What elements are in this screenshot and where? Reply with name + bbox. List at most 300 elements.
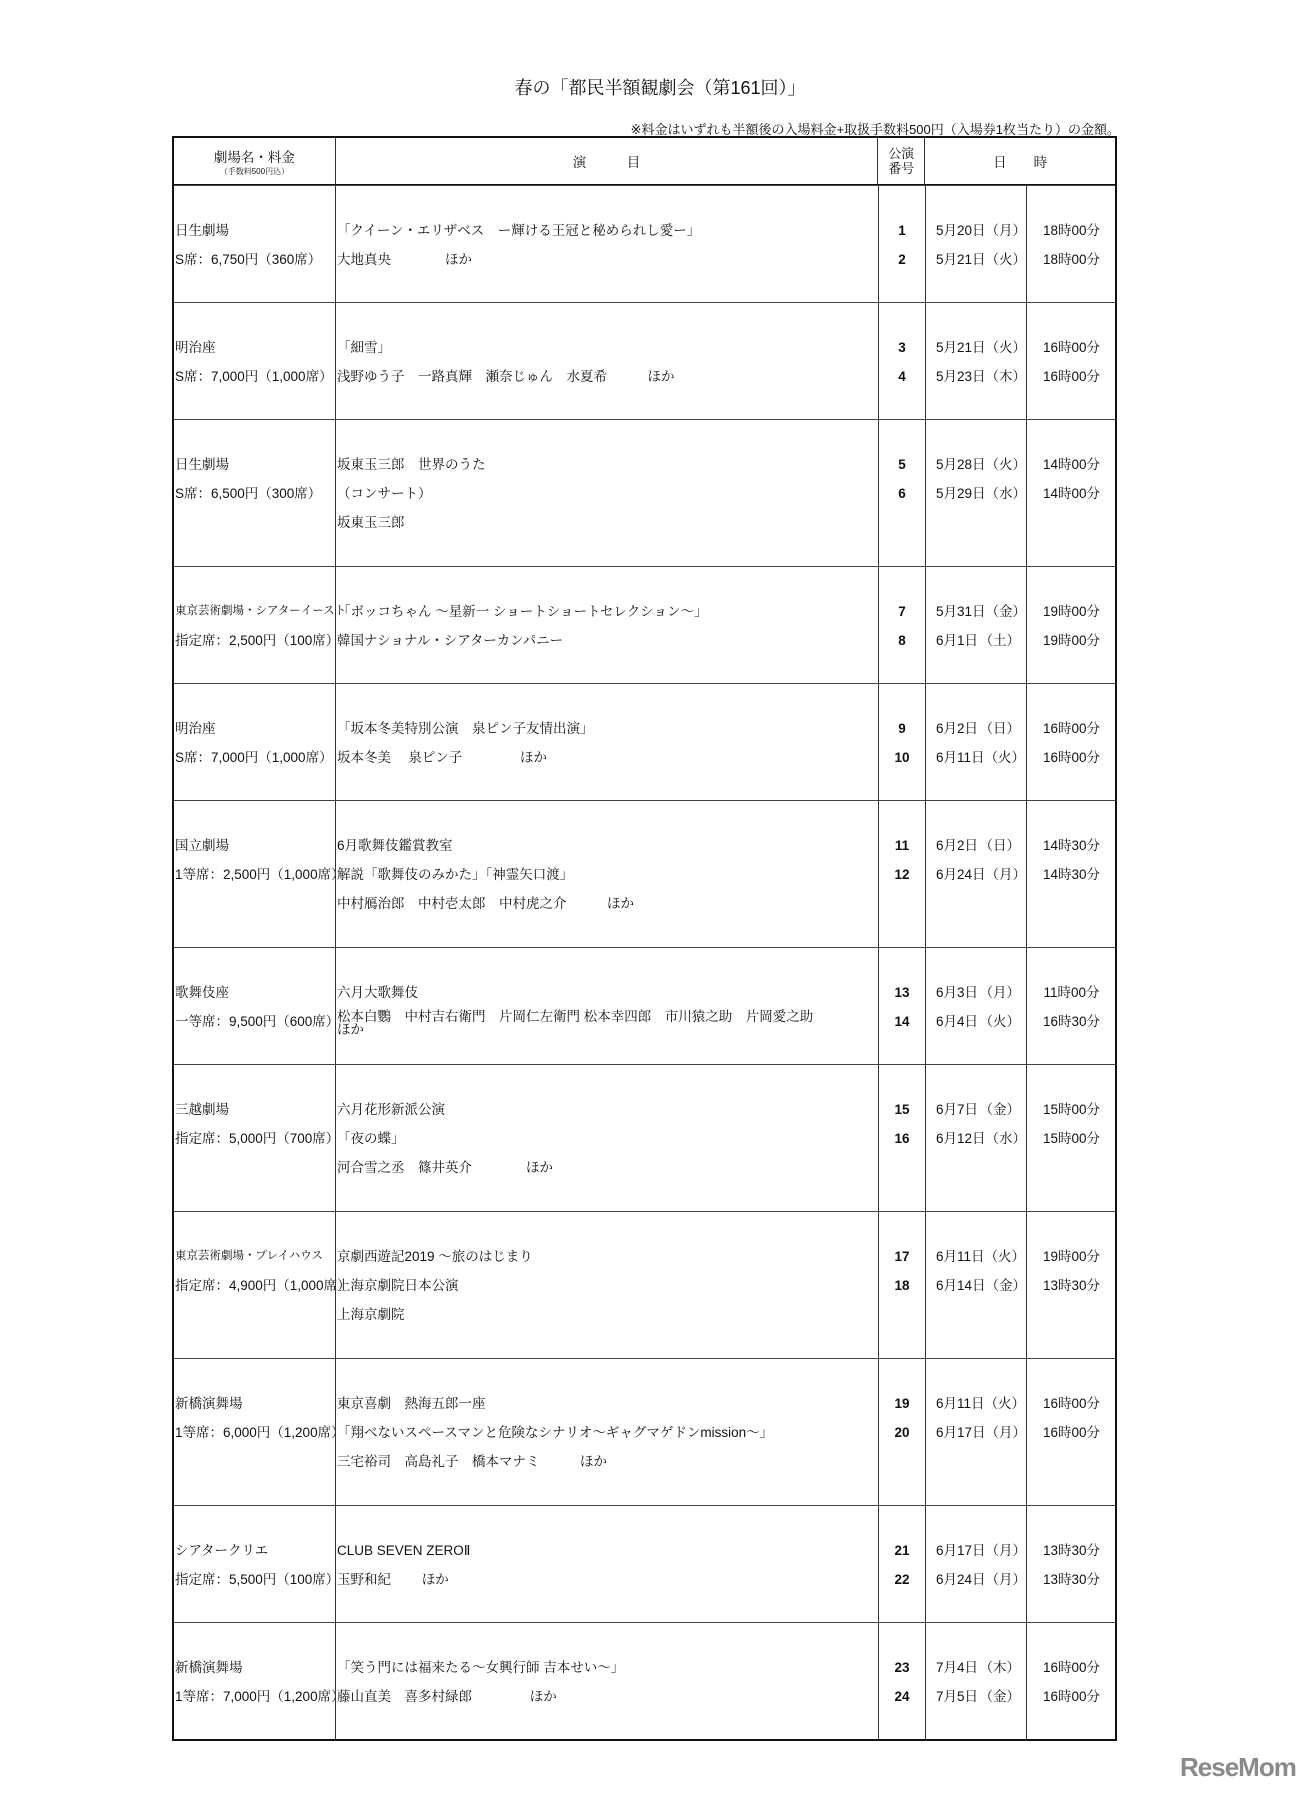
venue-cell xyxy=(174,420,335,566)
show-time: 19時00分 xyxy=(1042,604,1101,619)
date-content xyxy=(926,684,1026,772)
show-date xyxy=(926,1653,1026,1682)
show-date-day: 6月24日 xyxy=(936,1572,986,1587)
show-time: 16時00分 xyxy=(1042,750,1101,765)
show-number: 15 xyxy=(894,1102,910,1117)
show-number-content xyxy=(879,303,925,391)
show-date xyxy=(926,860,1026,889)
show-date-day: 6月2日 xyxy=(936,721,979,736)
venue-cell xyxy=(174,1623,345,1739)
venue-cell-content xyxy=(174,1359,345,1447)
show-date xyxy=(926,362,1026,391)
header-datetime: 日 時 xyxy=(924,138,1115,184)
show-number: 7 xyxy=(898,604,906,619)
venue-cell-content xyxy=(174,948,340,1036)
show-number: 19 xyxy=(894,1396,910,1411)
program-line: 「笑う門には福来たる～女興行師 吉本せい～」 xyxy=(337,1660,625,1675)
header-number xyxy=(877,138,924,184)
show-number: 12 xyxy=(894,867,910,882)
show-time: 16時00分 xyxy=(1042,1689,1101,1704)
header-venue xyxy=(174,138,335,184)
show-date-day: 6月11日 xyxy=(936,1396,985,1411)
show-number-cell xyxy=(878,1506,925,1622)
program-line: 「ボッコちゃん ～星新一 ショートショートセレクション～」 xyxy=(337,604,708,619)
header-number-line2: 番号 xyxy=(888,161,915,176)
show-date xyxy=(926,216,1026,245)
show-time: 16時00分 xyxy=(1042,1660,1101,1675)
table-row xyxy=(174,1064,1115,1211)
show-number: 18 xyxy=(894,1278,910,1293)
show-weekday: （火） xyxy=(984,750,1026,765)
program-line: 韓国ナショナル・シアターカンパニー xyxy=(337,633,564,648)
venue-cell-content xyxy=(174,1212,351,1300)
show-weekday: （日） xyxy=(979,721,1020,736)
table-header xyxy=(174,138,1115,185)
time-cell xyxy=(1026,1212,1115,1358)
show-date xyxy=(926,1007,1026,1036)
show-date-day: 6月11日 xyxy=(936,1249,985,1264)
show-time: 11時00分 xyxy=(1043,985,1100,1000)
show-weekday: （火） xyxy=(985,457,1027,472)
show-weekday: （火） xyxy=(979,1014,1020,1029)
time-cell xyxy=(1026,1065,1115,1211)
date-cell xyxy=(925,303,1026,419)
program-line: 上海京劇院日本公演 xyxy=(337,1278,459,1293)
table-row xyxy=(174,302,1115,419)
program-line: 中村鴈治郎 中村壱太郎 中村虎之介 ほか xyxy=(337,896,634,911)
program-line: 坂東玉三郎 xyxy=(337,515,405,530)
date-content xyxy=(926,1506,1026,1594)
date-content xyxy=(926,420,1026,508)
show-time: 16時00分 xyxy=(1042,1425,1101,1440)
program-cell xyxy=(335,303,878,419)
table-row xyxy=(174,1211,1115,1358)
date-cell xyxy=(925,948,1026,1064)
table-body xyxy=(174,185,1115,1739)
show-number-cell xyxy=(878,684,925,800)
show-date xyxy=(926,626,1026,655)
show-weekday: （月） xyxy=(985,1572,1027,1587)
date-content xyxy=(926,1359,1026,1447)
show-date-day: 6月11日 xyxy=(936,750,985,765)
show-time: 16時00分 xyxy=(1042,1396,1101,1411)
schedule-table xyxy=(172,136,1117,1741)
venue-name: 新橋演舞場 xyxy=(175,1660,243,1675)
show-time: 14時00分 xyxy=(1042,486,1101,501)
seat-price: 指定席：2,500円（100席） xyxy=(175,633,340,648)
time-content xyxy=(1027,1065,1115,1153)
program-line: 「坂本冬美特別公演 泉ピン子友情出演」 xyxy=(337,721,594,736)
show-weekday: （金） xyxy=(979,1102,1020,1117)
seat-price: S席：6,750円（360席） xyxy=(175,252,322,267)
date-content xyxy=(926,186,1026,274)
table-row xyxy=(174,1622,1115,1739)
venue-cell xyxy=(174,186,335,302)
show-date-day: 6月1日 xyxy=(936,633,979,648)
seat-price: S席：7,000円（1,000席） xyxy=(175,750,333,765)
program-line: 大地真央 ほか xyxy=(337,252,472,267)
venue-name: 日生劇場 xyxy=(175,223,229,238)
show-date xyxy=(926,1536,1026,1565)
show-number: 9 xyxy=(898,721,906,736)
show-weekday: （木） xyxy=(979,1660,1020,1675)
show-number-content xyxy=(879,1506,925,1594)
date-cell xyxy=(925,1623,1026,1739)
program-cell xyxy=(335,948,878,1064)
show-number-cell xyxy=(878,1065,925,1211)
show-number-cell xyxy=(878,567,925,683)
show-date xyxy=(926,714,1026,743)
venue-cell xyxy=(174,567,347,683)
venue-cell xyxy=(174,1359,345,1505)
show-date-day: 5月20日 xyxy=(936,223,986,238)
show-weekday: （月） xyxy=(985,1425,1027,1440)
table-row xyxy=(174,419,1115,566)
program-line: 京劇西遊記2019 ～旅のはじまり xyxy=(337,1249,533,1264)
show-date xyxy=(926,831,1026,860)
program-cell xyxy=(335,567,878,683)
show-number: 5 xyxy=(898,457,906,472)
time-content xyxy=(1027,1359,1115,1447)
program-cell-content xyxy=(336,1065,878,1182)
show-number: 24 xyxy=(894,1689,910,1704)
venue-name: 東京芸術劇場・プレイハウス xyxy=(175,1250,323,1262)
venue-name: 三越劇場 xyxy=(175,1102,229,1117)
show-date xyxy=(926,333,1026,362)
show-weekday: （火） xyxy=(984,1249,1026,1264)
show-date-day: 5月29日 xyxy=(936,486,986,501)
show-time: 14時00分 xyxy=(1042,457,1101,472)
show-weekday: （水） xyxy=(985,1131,1027,1146)
venue-name: 明治座 xyxy=(175,340,216,355)
show-number-cell xyxy=(878,1623,925,1739)
seat-price: 1等席：2,500円（1,000席） xyxy=(175,867,345,882)
show-weekday: （金） xyxy=(985,1278,1027,1293)
show-date-day: 6月7日 xyxy=(936,1102,979,1117)
program-line: 6月歌舞伎鑑賞教室 xyxy=(337,838,453,853)
show-time: 18時00分 xyxy=(1042,223,1101,238)
show-number: 2 xyxy=(898,252,906,267)
program-cell-content xyxy=(336,948,878,1036)
venue-name: 日生劇場 xyxy=(175,457,229,472)
seat-price: 1等席：6,000円（1,200席） xyxy=(175,1425,345,1440)
date-cell xyxy=(925,186,1026,302)
time-cell xyxy=(1026,1359,1115,1505)
show-number-cell xyxy=(878,303,925,419)
show-date xyxy=(926,1124,1026,1153)
show-number-cell xyxy=(878,1359,925,1505)
program-line: 三宅裕司 高島礼子 橋本マナミ ほか xyxy=(337,1454,607,1469)
show-weekday: （水） xyxy=(985,486,1027,501)
program-line: 「クイーン・エリザベス ー輝ける王冠と秘められし愛ー」 xyxy=(337,223,701,238)
show-number: 20 xyxy=(894,1425,910,1440)
venue-cell xyxy=(174,684,335,800)
show-date-day: 6月17日 xyxy=(936,1543,986,1558)
program-cell-content xyxy=(336,1506,878,1594)
venue-name: 国立劇場 xyxy=(175,838,229,853)
program-line: 六月大歌舞伎 xyxy=(337,985,418,1000)
show-date-day: 6月17日 xyxy=(936,1425,986,1440)
program-line: 坂東玉三郎 世界のうた xyxy=(337,457,486,472)
show-date-day: 5月28日 xyxy=(936,457,986,472)
program-line: 浅野ゆう子 一路真輝 瀬奈じゅん 水夏希 ほか xyxy=(337,369,675,384)
show-time: 16時30分 xyxy=(1042,1014,1101,1029)
venue-name: 東京芸術劇場・シアターイースト xyxy=(175,605,347,617)
show-time: 15時00分 xyxy=(1042,1102,1101,1117)
show-number-content xyxy=(879,1623,925,1711)
venue-cell-content xyxy=(174,1506,340,1594)
show-date-day: 6月2日 xyxy=(936,838,979,853)
program-line: 坂本冬美 泉ピン子 ほか xyxy=(337,750,548,765)
show-number: 22 xyxy=(894,1572,910,1587)
show-weekday: （金） xyxy=(985,604,1027,619)
show-number: 23 xyxy=(894,1660,910,1675)
show-weekday: （月） xyxy=(979,985,1020,1000)
program-line: 藤山直美 喜多村緑郎 ほか xyxy=(337,1689,557,1704)
show-time: 16時00分 xyxy=(1042,340,1101,355)
table-row xyxy=(174,566,1115,683)
program-cell-content xyxy=(336,420,878,537)
show-date xyxy=(926,1271,1026,1300)
show-weekday: （月） xyxy=(985,1543,1027,1558)
header-number-line1: 公演 xyxy=(888,146,915,161)
program-cell xyxy=(335,1212,878,1358)
date-cell xyxy=(925,567,1026,683)
venue-cell xyxy=(174,801,345,947)
show-weekday: （月） xyxy=(985,223,1027,238)
header-program: 演 目 xyxy=(335,138,877,184)
show-time: 18時00分 xyxy=(1042,252,1101,267)
show-number: 21 xyxy=(894,1543,910,1558)
show-date xyxy=(926,1418,1026,1447)
show-time: 16時00分 xyxy=(1042,369,1101,384)
show-number: 10 xyxy=(894,750,910,765)
time-content xyxy=(1027,684,1115,772)
show-date-day: 5月21日 xyxy=(936,252,986,267)
venue-cell xyxy=(174,1065,340,1211)
venue-cell-content xyxy=(174,303,335,391)
show-number-content xyxy=(879,1212,925,1300)
time-cell xyxy=(1026,186,1115,302)
program-line: 「翔べないスペースマンと危険なシナリオ～ギャグマゲドンmission～」 xyxy=(337,1425,774,1440)
time-cell xyxy=(1026,420,1115,566)
show-date-day: 5月31日 xyxy=(936,604,986,619)
header-venue-sub: （手数料500円込） xyxy=(219,166,290,176)
program-line: 玉野和紀 ほか xyxy=(337,1572,449,1587)
seat-price: S席：6,500円（300席） xyxy=(175,486,322,501)
time-content xyxy=(1027,1212,1115,1300)
show-number-content xyxy=(879,420,925,508)
venue-name: 歌舞伎座 xyxy=(175,985,229,1000)
program-cell-content xyxy=(336,684,878,772)
show-number: 17 xyxy=(894,1249,910,1264)
show-date xyxy=(926,1389,1026,1418)
date-content xyxy=(926,801,1026,889)
date-cell xyxy=(925,1212,1026,1358)
price-note: ※料金はいずれも半額後の入場料金+取扱手数料500円（入場券1枚当たり）の金額。 xyxy=(630,122,1120,137)
show-time: 15時00分 xyxy=(1042,1131,1101,1146)
show-number-content xyxy=(879,801,925,889)
program-line: 「細雪」 xyxy=(337,340,391,355)
time-cell xyxy=(1026,948,1115,1064)
show-date xyxy=(926,245,1026,274)
time-content xyxy=(1027,801,1115,889)
program-cell-content xyxy=(336,1212,878,1329)
date-content xyxy=(926,948,1026,1036)
seat-price: 1等席：7,000円（1,200席） xyxy=(175,1689,345,1704)
program-cell-content xyxy=(336,186,878,274)
show-date-day: 6月4日 xyxy=(936,1014,979,1029)
show-date xyxy=(926,479,1026,508)
venue-name: 新橋演舞場 xyxy=(175,1396,243,1411)
table-row xyxy=(174,1505,1115,1622)
time-cell xyxy=(1026,1506,1115,1622)
show-number-cell xyxy=(878,801,925,947)
venue-name: シアタークリエ xyxy=(175,1543,269,1558)
program-line: 解説「歌舞伎のみかた」「神霊矢口渡」 xyxy=(337,867,574,882)
program-cell xyxy=(335,1359,878,1505)
resemom-watermark-logo: ReseMom xyxy=(1180,1752,1296,1782)
show-date-day: 6月14日 xyxy=(936,1278,986,1293)
table-row xyxy=(174,185,1115,302)
show-number-content xyxy=(879,684,925,772)
time-content xyxy=(1027,567,1115,655)
date-content xyxy=(926,567,1026,655)
venue-cell-content xyxy=(174,684,335,772)
show-weekday: （火） xyxy=(985,340,1027,355)
program-line: 「夜の蝶」 xyxy=(337,1131,405,1146)
program-cell-content xyxy=(336,567,878,655)
date-cell xyxy=(925,1506,1026,1622)
program-line: CLUB SEVEN ZEROⅡ xyxy=(337,1543,471,1558)
date-cell xyxy=(925,684,1026,800)
show-number-cell xyxy=(878,186,925,302)
program-cell-content xyxy=(336,1623,878,1711)
seat-price: 指定席：5,000円（700席） xyxy=(175,1131,340,1146)
table-row xyxy=(174,800,1115,947)
show-number: 14 xyxy=(894,1014,910,1029)
seat-price: 指定席：4,900円（1,000席） xyxy=(175,1278,351,1293)
program-line: 六月花形新派公演 xyxy=(337,1102,445,1117)
show-number-content xyxy=(879,186,925,274)
show-weekday: （火） xyxy=(985,252,1027,267)
seat-price: S席：7,000円（1,000席） xyxy=(175,369,333,384)
show-number: 8 xyxy=(898,633,906,648)
date-cell xyxy=(925,420,1026,566)
show-date-day: 7月4日 xyxy=(936,1660,979,1675)
show-weekday: （土） xyxy=(979,633,1020,648)
show-date-day: 6月12日 xyxy=(936,1131,986,1146)
program-line: 東京喜劇 熱海五郎一座 xyxy=(337,1396,486,1411)
seat-price: 指定席：5,500円（100席） xyxy=(175,1572,340,1587)
program-cell-content xyxy=(336,801,878,918)
program-line: （コンサート） xyxy=(337,486,432,501)
show-number: 11 xyxy=(894,838,910,853)
venue-cell-content xyxy=(174,420,335,508)
show-number: 3 xyxy=(898,340,906,355)
date-cell xyxy=(925,801,1026,947)
time-cell xyxy=(1026,303,1115,419)
show-date xyxy=(926,597,1026,626)
time-content xyxy=(1027,1506,1115,1594)
venue-cell xyxy=(174,1506,340,1622)
show-number-cell xyxy=(878,420,925,566)
show-number: 1 xyxy=(898,223,906,238)
show-number: 4 xyxy=(898,369,906,384)
show-date xyxy=(926,1682,1026,1711)
show-number-cell xyxy=(878,948,925,1064)
venue-cell-content xyxy=(174,567,347,655)
venue-cell xyxy=(174,303,335,419)
time-cell xyxy=(1026,567,1115,683)
table-row xyxy=(174,683,1115,800)
show-time: 14時30分 xyxy=(1042,838,1101,853)
show-time: 14時30分 xyxy=(1042,867,1101,882)
program-cell xyxy=(335,1506,878,1622)
venue-cell-content xyxy=(174,1623,345,1711)
table-row xyxy=(174,1358,1115,1505)
show-time: 13時30分 xyxy=(1042,1543,1101,1558)
time-content xyxy=(1027,948,1115,1036)
program-cell xyxy=(335,1065,878,1211)
show-number: 16 xyxy=(894,1131,910,1146)
show-time: 19時00分 xyxy=(1042,633,1101,648)
header-venue-label: 劇場名・料金 xyxy=(213,149,295,165)
venue-cell xyxy=(174,948,340,1064)
date-content xyxy=(926,1212,1026,1300)
venue-cell-content xyxy=(174,186,335,274)
date-content xyxy=(926,303,1026,391)
program-line: 上海京劇院 xyxy=(337,1307,405,1322)
show-weekday: （火） xyxy=(984,1396,1026,1411)
show-date-day: 5月21日 xyxy=(936,340,986,355)
show-time: 13時30分 xyxy=(1042,1572,1101,1587)
show-date-day: 5月23日 xyxy=(936,369,986,384)
show-date-day: 6月24日 xyxy=(936,867,986,882)
date-cell xyxy=(925,1065,1026,1211)
program-cell xyxy=(335,186,878,302)
show-weekday: （木） xyxy=(985,369,1027,384)
date-content xyxy=(926,1623,1026,1711)
program-cell xyxy=(335,801,878,947)
time-content xyxy=(1027,420,1115,508)
show-time: 13時30分 xyxy=(1042,1278,1101,1293)
program-line: 松本白鸚 中村吉右衛門 片岡仁左衛門 松本幸四郎 市川猿之助 片岡愛之助 ほか xyxy=(337,1009,814,1037)
program-cell xyxy=(335,684,878,800)
show-date xyxy=(926,743,1026,772)
show-weekday: （金） xyxy=(979,1689,1020,1704)
show-date xyxy=(926,1095,1026,1124)
program-cell-content xyxy=(336,1359,878,1476)
time-cell xyxy=(1026,1623,1115,1739)
time-cell xyxy=(1026,801,1115,947)
date-cell xyxy=(925,1359,1026,1505)
show-date xyxy=(926,978,1026,1007)
show-number: 13 xyxy=(894,985,910,1000)
seat-price: 一等席：9,500円（600席） xyxy=(175,1014,340,1029)
show-weekday: （月） xyxy=(985,867,1027,882)
date-content xyxy=(926,1065,1026,1153)
page-title: 春の「都民半額観劇会（第161回）」 xyxy=(514,78,806,98)
time-content xyxy=(1027,186,1115,274)
show-date xyxy=(926,1242,1026,1271)
venue-name: 明治座 xyxy=(175,721,216,736)
show-time: 16時00分 xyxy=(1042,721,1101,736)
show-date xyxy=(926,1565,1026,1594)
show-number: 6 xyxy=(898,486,906,501)
show-date-day: 7月5日 xyxy=(936,1689,979,1704)
program-cell xyxy=(335,1623,878,1739)
